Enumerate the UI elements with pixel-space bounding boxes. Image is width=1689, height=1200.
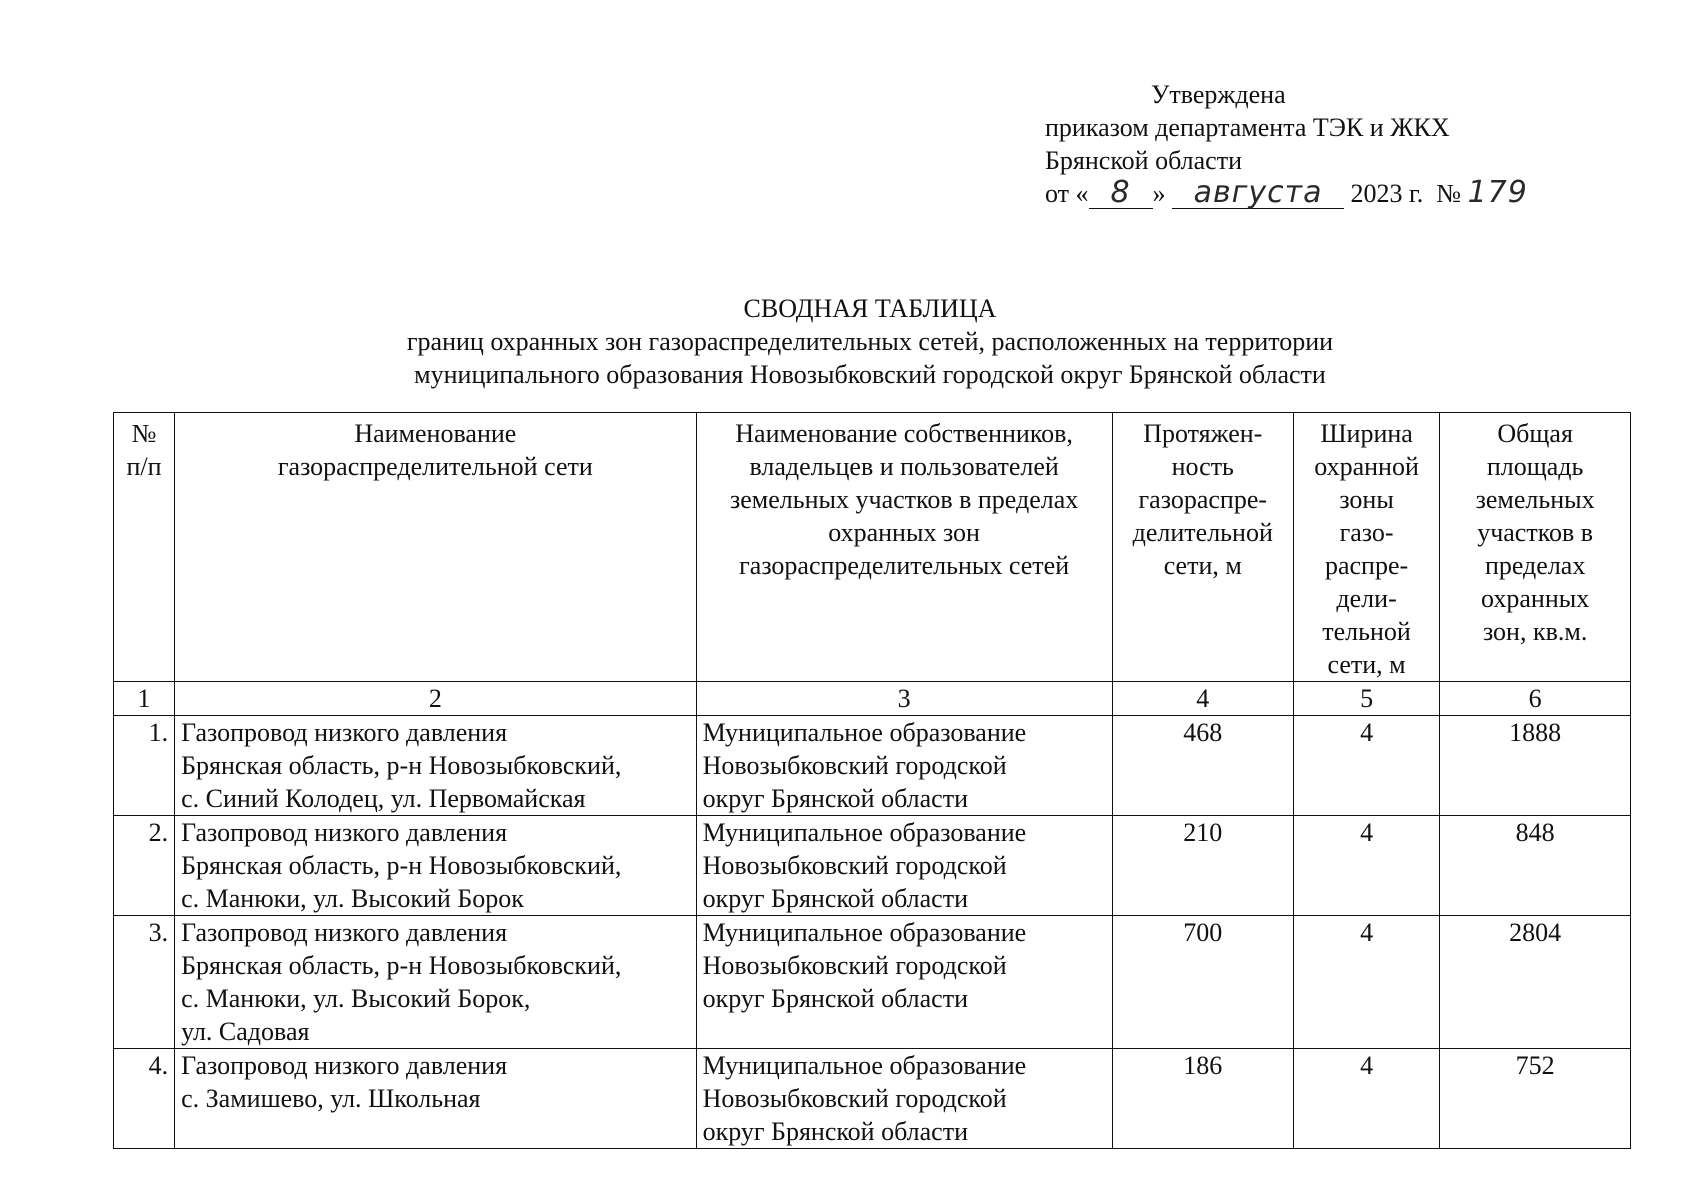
cell-line: Газопровод низкого давления bbox=[181, 718, 508, 747]
table-body bbox=[114, 716, 1631, 1149]
column-index: 1 bbox=[114, 682, 175, 716]
header-line: Наименование собственников, bbox=[735, 419, 1073, 448]
table-header-row bbox=[114, 413, 1631, 682]
header-line: пределах bbox=[1484, 551, 1586, 580]
area-cell: 2804 bbox=[1440, 916, 1631, 1049]
zone-width-cell: 4 bbox=[1293, 1049, 1439, 1149]
cell-line: с. Замишево, ул. Школьная bbox=[181, 1084, 481, 1113]
cell-line: Новозыбковский городской bbox=[702, 851, 1007, 880]
row-number: 1. bbox=[114, 716, 175, 816]
cell-line: Брянская область, р-н Новозыбковский, bbox=[181, 751, 622, 780]
owners-cell bbox=[696, 1049, 1112, 1149]
header-line: газо- bbox=[1339, 518, 1394, 547]
summary-table bbox=[113, 412, 1631, 1149]
area-cell: 1888 bbox=[1440, 716, 1631, 816]
document-title-block bbox=[0, 292, 1689, 391]
length-cell: 210 bbox=[1112, 816, 1293, 916]
document-subtitle-line-1: границ охранных зон газораспределительных сетей, расположенных на территории bbox=[406, 327, 1334, 356]
header-line: владельцев и пользователей bbox=[749, 452, 1059, 481]
header-line: сети, м bbox=[1327, 650, 1406, 679]
length-cell: 186 bbox=[1112, 1049, 1293, 1149]
owners-cell bbox=[696, 716, 1112, 816]
header-line: тельной bbox=[1322, 617, 1411, 646]
header-line: сети, м bbox=[1163, 551, 1242, 580]
header-line: делительной bbox=[1132, 518, 1273, 547]
network-name-cell bbox=[175, 716, 696, 816]
header-number bbox=[114, 413, 175, 682]
table-row bbox=[114, 916, 1631, 1049]
cell-line: с. Синий Колодец, ул. Первомайская bbox=[181, 784, 586, 813]
header-network-name bbox=[175, 413, 696, 682]
row-number: 4. bbox=[114, 1049, 175, 1149]
network-name-cell bbox=[175, 816, 696, 916]
header-line: № bbox=[131, 419, 157, 448]
column-index: 6 bbox=[1440, 682, 1631, 716]
date-quote-close: » bbox=[1152, 179, 1166, 208]
cell-line: Газопровод низкого давления bbox=[181, 918, 508, 947]
header-line: Ширина bbox=[1320, 419, 1413, 448]
number-sign: № bbox=[1436, 179, 1462, 208]
header-line: площадь bbox=[1486, 452, 1584, 481]
header-line: Протяжен- bbox=[1143, 419, 1263, 448]
cell-line: Газопровод низкого давления bbox=[181, 1051, 508, 1080]
zone-width-cell: 4 bbox=[1293, 816, 1439, 916]
cell-line: Муниципальное образование bbox=[702, 818, 1027, 847]
approval-date-line bbox=[1045, 177, 1554, 210]
table-row bbox=[114, 816, 1631, 916]
approval-stamp bbox=[1045, 78, 1554, 210]
cell-line: Муниципальное образование bbox=[702, 918, 1027, 947]
handwritten-order-number: 179 bbox=[1467, 175, 1528, 210]
header-line: зоны bbox=[1339, 485, 1394, 514]
cell-line: ул. Садовая bbox=[181, 1017, 310, 1046]
cell-line: округ Брянской области bbox=[702, 984, 968, 1013]
approval-region-line: Брянской области bbox=[1045, 146, 1242, 175]
header-line: зон, кв.м. bbox=[1482, 617, 1588, 646]
header-line: участков в bbox=[1477, 518, 1594, 547]
column-index: 5 bbox=[1293, 682, 1439, 716]
header-length bbox=[1112, 413, 1293, 682]
network-name-cell bbox=[175, 916, 696, 1049]
header-line: газораспределительных сетей bbox=[739, 551, 1070, 580]
header-line: распре- bbox=[1324, 551, 1409, 580]
cell-line: округ Брянской области bbox=[702, 1117, 968, 1146]
cell-line: Брянская область, р-н Новозыбковский, bbox=[181, 951, 622, 980]
cell-line: Новозыбковский городской bbox=[702, 951, 1007, 980]
header-line: охранной bbox=[1314, 452, 1419, 481]
header-line: охранных зон bbox=[828, 518, 980, 547]
document-subtitle-line-2: муниципального образования Новозыбковский городской округ Брянской области bbox=[414, 360, 1326, 389]
area-cell: 752 bbox=[1440, 1049, 1631, 1149]
cell-line: Новозыбковский городской bbox=[702, 1084, 1007, 1113]
cell-line: Газопровод низкого давления bbox=[181, 818, 508, 847]
zone-width-cell: 4 bbox=[1293, 916, 1439, 1049]
column-index: 4 bbox=[1112, 682, 1293, 716]
length-cell: 700 bbox=[1112, 916, 1293, 1049]
header-line: земельных bbox=[1475, 485, 1595, 514]
approval-title: Утверждена bbox=[1151, 80, 1286, 109]
table-row bbox=[114, 1049, 1631, 1149]
network-name-cell bbox=[175, 1049, 696, 1149]
zone-width-cell: 4 bbox=[1293, 716, 1439, 816]
handwritten-day: 8 bbox=[1089, 178, 1153, 209]
cell-line: округ Брянской области bbox=[702, 784, 968, 813]
column-index: 3 bbox=[696, 682, 1112, 716]
header-total-area bbox=[1440, 413, 1631, 682]
header-line: Общая bbox=[1497, 419, 1573, 448]
area-cell: 848 bbox=[1440, 816, 1631, 916]
header-line: дели- bbox=[1336, 584, 1397, 613]
date-year: 2023 г. bbox=[1350, 179, 1424, 208]
cell-line: округ Брянской области bbox=[702, 884, 968, 913]
owners-cell bbox=[696, 916, 1112, 1049]
length-cell: 468 bbox=[1112, 716, 1293, 816]
cell-line: с. Манюки, ул. Высокий Борок, bbox=[181, 984, 531, 1013]
table-row bbox=[114, 716, 1631, 816]
column-index: 2 bbox=[175, 682, 696, 716]
header-line: Наименование bbox=[354, 419, 517, 448]
header-zone-width bbox=[1293, 413, 1439, 682]
cell-line: Новозыбковский городской bbox=[702, 751, 1007, 780]
header-line: ность bbox=[1171, 452, 1234, 481]
cell-line: с. Манюки, ул. Высокий Борок bbox=[181, 884, 524, 913]
date-from-label: от « bbox=[1045, 179, 1089, 208]
cell-line: Брянская область, р-н Новозыбковский, bbox=[181, 851, 622, 880]
header-line: земельных участков в пределах bbox=[729, 485, 1079, 514]
column-index-row bbox=[114, 682, 1631, 716]
cell-line: Муниципальное образование bbox=[702, 1051, 1027, 1080]
document-heading: СВОДНАЯ ТАБЛИЦА bbox=[743, 294, 997, 323]
approval-order-line: приказом департамента ТЭК и ЖКХ bbox=[1045, 113, 1450, 142]
header-line: газораспре- bbox=[1138, 485, 1268, 514]
row-number: 2. bbox=[114, 816, 175, 916]
row-number: 3. bbox=[114, 916, 175, 1049]
handwritten-month: августа bbox=[1172, 178, 1344, 209]
header-owners bbox=[696, 413, 1112, 682]
header-line: п/п bbox=[126, 452, 162, 481]
owners-cell bbox=[696, 816, 1112, 916]
cell-line: Муниципальное образование bbox=[702, 718, 1027, 747]
header-line: газораспределительной сети bbox=[277, 452, 593, 481]
header-line: охранных bbox=[1481, 584, 1590, 613]
